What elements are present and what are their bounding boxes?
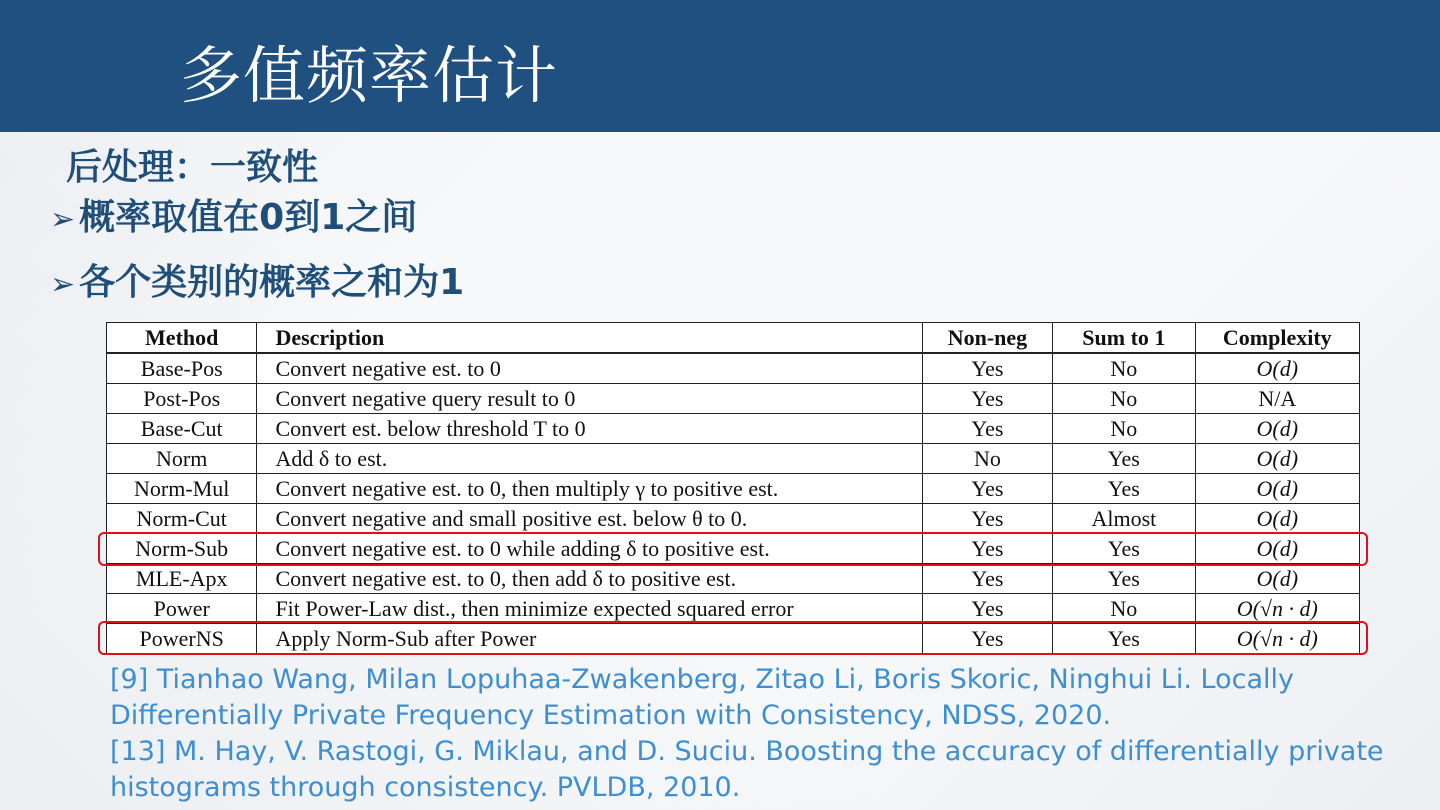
cell-non-neg: Yes	[922, 504, 1053, 534]
bullet-item	[50, 193, 417, 245]
cell-method: Norm-Sub	[107, 534, 257, 564]
cell-sum-to-1: Yes	[1053, 564, 1195, 594]
cell-complexity: O(d)	[1195, 353, 1359, 384]
section-subtitle: 后处理：一致性	[66, 147, 319, 188]
bullet-text: 各个类别的概率之和为1	[79, 262, 465, 303]
header-non-neg: Non-neg	[922, 323, 1053, 354]
cell-non-neg: Yes	[922, 474, 1053, 504]
table-row	[107, 414, 1360, 444]
cell-complexity: O(√n · d)	[1195, 594, 1359, 624]
cell-complexity: N/A	[1195, 384, 1359, 414]
cell-description: Add δ to est.	[257, 444, 922, 474]
cell-description: Convert negative est. to 0, then multiply γ to positive est.	[257, 474, 922, 504]
cell-method: Norm-Cut	[107, 504, 257, 534]
cell-sum-to-1: No	[1053, 414, 1195, 444]
table-row	[107, 474, 1360, 504]
slide-title: 多值频率估计	[180, 39, 559, 112]
cell-method: Power	[107, 594, 257, 624]
cell-method: Norm	[107, 444, 257, 474]
cell-complexity: O(√n · d)	[1195, 624, 1359, 654]
cell-sum-to-1: No	[1053, 384, 1195, 414]
bullet-text: 概率取值在0到1之间	[79, 197, 418, 238]
references	[110, 662, 1410, 806]
cell-non-neg: Yes	[922, 564, 1053, 594]
table-row	[107, 504, 1360, 534]
cell-non-neg: Yes	[922, 534, 1053, 564]
reference-item: [13] M. Hay, V. Rastogi, G. Miklau, and D. Suciu. Boosting the accuracy of differentially private histograms through consistency. PVLDB, 2010.	[110, 736, 1384, 803]
cell-sum-to-1: No	[1053, 353, 1195, 384]
cell-description: Convert negative est. to 0 while adding δ to positive est.	[257, 534, 922, 564]
cell-non-neg: Yes	[922, 414, 1053, 444]
highlight-box-norm-sub	[98, 532, 1368, 566]
cell-sum-to-1: Yes	[1053, 444, 1195, 474]
cell-description: Apply Norm-Sub after Power	[257, 624, 922, 654]
arrow-bullet-icon: ➢	[50, 267, 76, 302]
highlight-box-powerns	[98, 621, 1368, 655]
cell-description: Fit Power-Law dist., then minimize expected squared error	[257, 594, 922, 624]
cell-description: Convert negative est. to 0, then add δ to positive est.	[257, 564, 922, 594]
header-bar	[0, 0, 1440, 132]
reference-item: [9] Tianhao Wang, Milan Lopuhaa-Zwakenberg, Zitao Li, Boris Skoric, Ninghui Li. Locally Differentially Private Frequency Estimation with Consistency, NDSS, 2020.	[110, 664, 1294, 731]
cell-non-neg: Yes	[922, 353, 1053, 384]
cell-non-neg: Yes	[922, 594, 1053, 624]
table-row	[107, 384, 1360, 414]
cell-description: Convert negative and small positive est. below θ to 0.	[257, 504, 922, 534]
methods-table	[106, 322, 1360, 654]
table-row	[107, 594, 1360, 624]
cell-method: PowerNS	[107, 624, 257, 654]
cell-sum-to-1: Yes	[1053, 534, 1195, 564]
cell-complexity: O(d)	[1195, 444, 1359, 474]
header-description: Description	[257, 323, 922, 354]
table-row	[107, 444, 1360, 474]
cell-non-neg: No	[922, 444, 1053, 474]
cell-description: Convert negative est. to 0	[257, 353, 922, 384]
cell-description: Convert est. below threshold T to 0	[257, 414, 922, 444]
header-sum-to-1: Sum to 1	[1053, 323, 1195, 354]
cell-method: Norm-Mul	[107, 474, 257, 504]
header-complexity: Complexity	[1195, 323, 1359, 354]
arrow-bullet-icon: ➢	[50, 202, 76, 237]
cell-method: Post-Pos	[107, 384, 257, 414]
cell-method: Base-Pos	[107, 353, 257, 384]
cell-complexity: O(d)	[1195, 414, 1359, 444]
cell-non-neg: Yes	[922, 624, 1053, 654]
cell-description: Convert negative query result to 0	[257, 384, 922, 414]
cell-complexity: O(d)	[1195, 534, 1359, 564]
cell-sum-to-1: Almost	[1053, 504, 1195, 534]
cell-complexity: O(d)	[1195, 474, 1359, 504]
cell-method: MLE-Apx	[107, 564, 257, 594]
cell-sum-to-1: Yes	[1053, 624, 1195, 654]
table-row	[107, 353, 1360, 384]
header-method: Method	[107, 323, 257, 354]
cell-method: Base-Cut	[107, 414, 257, 444]
table-row	[107, 564, 1360, 594]
cell-non-neg: Yes	[922, 384, 1053, 414]
cell-complexity: O(d)	[1195, 564, 1359, 594]
bullet-item	[50, 258, 464, 310]
cell-sum-to-1: No	[1053, 594, 1195, 624]
table-header-row	[107, 323, 1360, 354]
cell-sum-to-1: Yes	[1053, 474, 1195, 504]
cell-complexity: O(d)	[1195, 504, 1359, 534]
